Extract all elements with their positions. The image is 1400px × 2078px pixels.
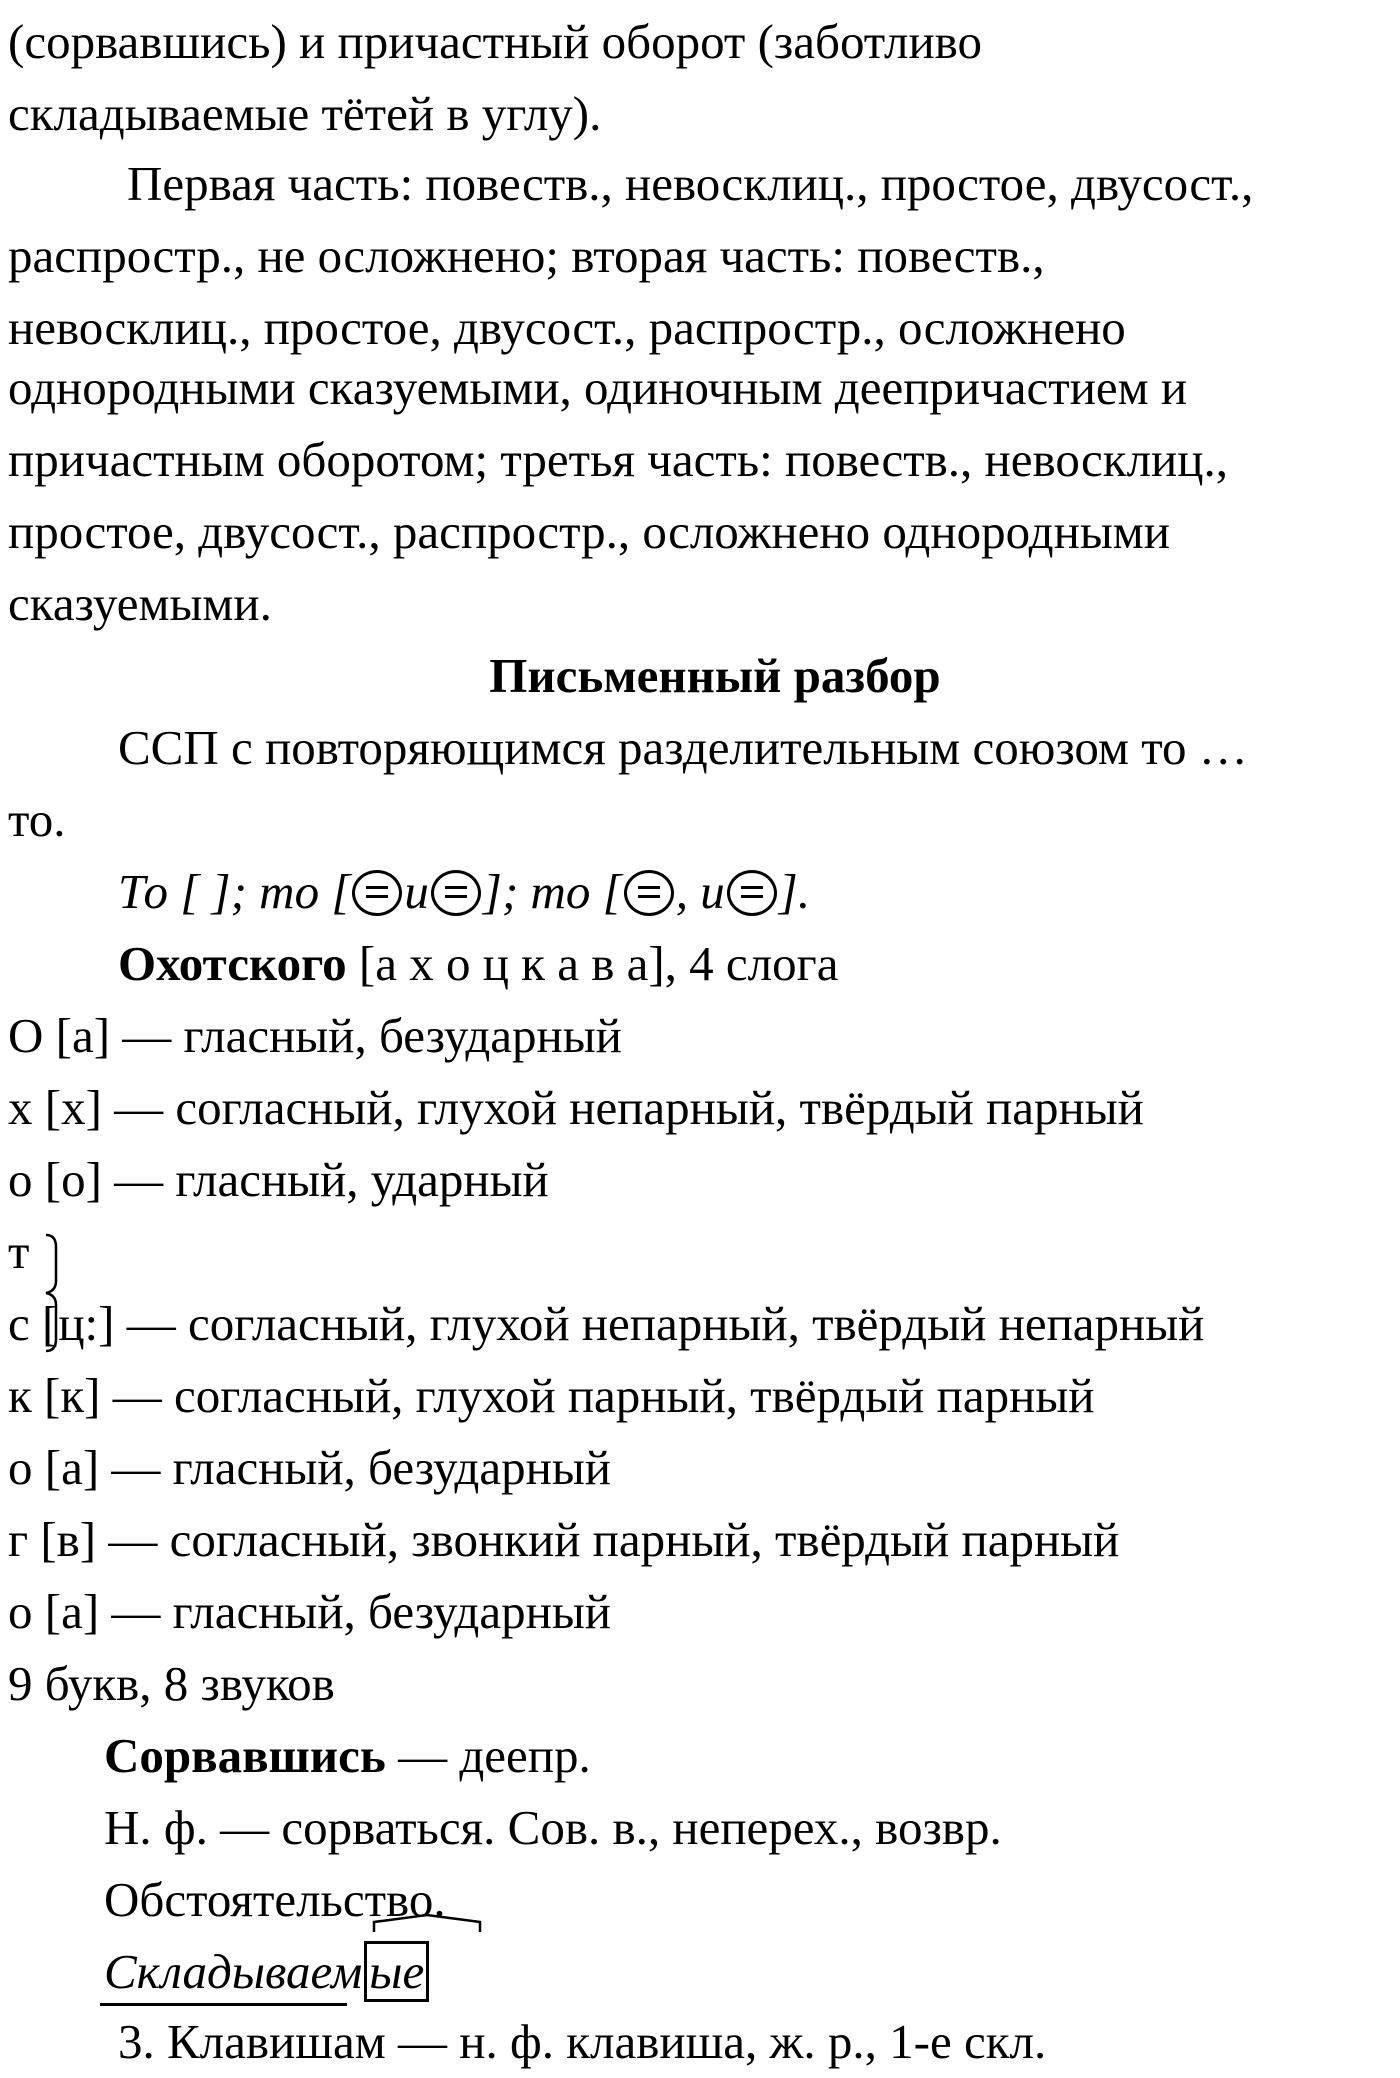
analysis-line-6: простое, двусост., распростр., осложнено однородными [8, 504, 1170, 559]
analysis-line-7: сказуемыми. [8, 576, 272, 631]
scheme-part-4: , и [675, 864, 725, 919]
word-ending: ые [364, 1941, 429, 2002]
morph-word: Сорвавшись [104, 1728, 386, 1783]
phonetic-transcription: [а х о ц к а в а], 4 слога [358, 936, 839, 991]
intro-line-1: (сорвавшись) и причастный оборот (заботливо [8, 14, 982, 69]
predicate-circle-icon [727, 870, 777, 916]
analysis-line-4: однородными сказуемыми, одиночным деепричастием и [8, 360, 1188, 415]
sentence-scheme [118, 856, 810, 928]
phonetic-row: к [к] — согласный, глухой парный, твёрдый парный [8, 1368, 1095, 1423]
word-stem: Складываем [104, 1944, 363, 1999]
predicate-circle-icon [624, 870, 674, 916]
suffix-mark-icon [372, 1912, 482, 1936]
analysis-line-5: причастным оборотом; третья часть: повеств., невосклиц., [8, 432, 1228, 487]
phonetic-row: т [8, 1224, 30, 1279]
ssp-line-2: то. [8, 792, 66, 847]
scheme-part-2: и [404, 864, 429, 919]
phonetic-row: о [а] — гласный, безударный [8, 1440, 611, 1495]
phonetic-row: О [а] — гласный, безударный [8, 1008, 622, 1063]
section-title: Письменный разбор [489, 648, 941, 703]
word-parse [104, 1936, 429, 2008]
phonetic-row: с [ц:] — согласный, глухой непарный, твёрдый непарный [8, 1296, 1205, 1351]
merge-brace-icon [44, 1233, 62, 1353]
morph-line-1: Н. ф. — сорваться. Сов. в., неперех., возвр. [104, 1800, 1002, 1855]
phonetic-summary: 9 букв, 8 звуков [8, 1656, 335, 1711]
predicate-circle-icon [352, 870, 402, 916]
phonetic-word: Охотского [118, 936, 347, 991]
scheme-part-5: ]. [778, 864, 811, 919]
morph-desc: — деепр. [398, 1728, 591, 1783]
phonetic-row: о [а] — гласный, безударный [8, 1584, 611, 1639]
analysis-line-1: Первая часть: повеств., невосклиц., простое, двусост., [127, 156, 1254, 211]
morph-heading [104, 1720, 591, 1792]
morph-line-2: Обстоятельство. [104, 1872, 446, 1927]
predicate-circle-icon [431, 870, 481, 916]
ssp-line-1: ССП с повторяющимся разделительным союзом то … [118, 720, 1248, 775]
scheme-part-3: ]; то [ [482, 864, 622, 919]
phonetic-row: о [о] — гласный, ударный [8, 1152, 549, 1207]
phonetic-row: г [в] — согласный, звонкий парный, твёрдый парный [8, 1512, 1120, 1567]
scheme-part-1: То [ ]; то [ [118, 864, 351, 919]
phonetic-heading [118, 928, 838, 1000]
parsed-word [104, 1936, 429, 2008]
analysis-line-2: распростр., не осложнено; вторая часть: повеств., [8, 228, 1045, 283]
phonetic-row: х [х] — согласный, глухой непарный, твёрдый парный [8, 1080, 1144, 1135]
item-3: 3. Клавишам — н. ф. клавиша, ж. р., 1-е скл. [118, 2014, 1047, 2069]
intro-line-2: складываемые тётей в углу). [8, 86, 602, 141]
analysis-line-3: невосклиц., простое, двусост., распростр., осложнено [8, 300, 1126, 355]
